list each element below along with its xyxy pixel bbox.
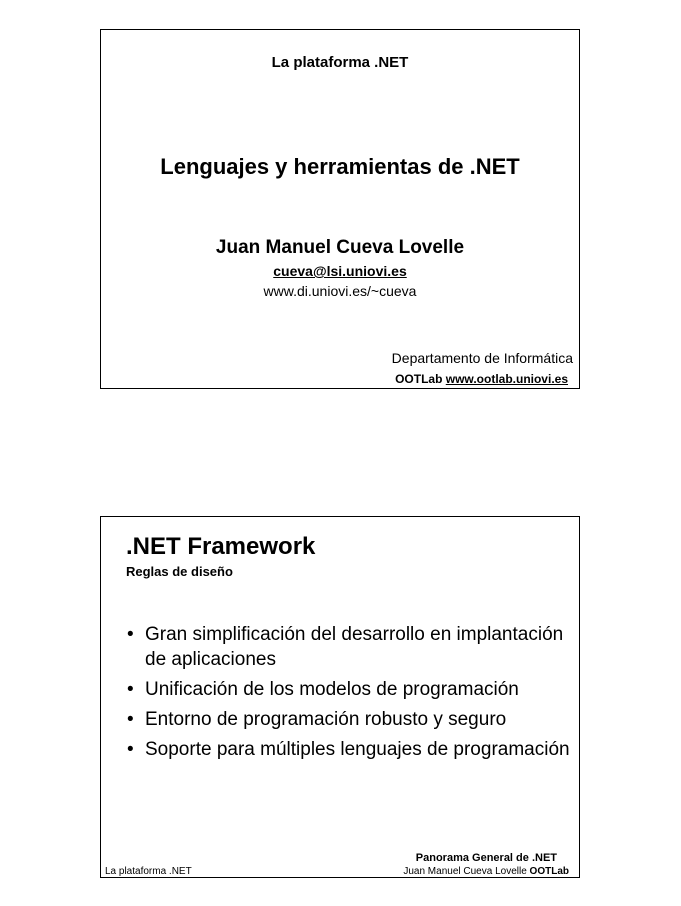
list-item (121, 707, 571, 732)
department-label: Departamento de Informática (391, 350, 573, 366)
footer-left-label: La plataforma .NET (105, 866, 192, 877)
list-item (121, 622, 571, 672)
bullet-list (121, 622, 571, 767)
footer-course-title: Panorama General de .NET (415, 852, 557, 864)
author-email (101, 263, 579, 279)
bullet-icon: • (127, 739, 134, 760)
bullet-icon: • (127, 709, 134, 730)
bullet-text: Entorno de programación robusto y seguro (145, 709, 507, 730)
list-item (121, 677, 571, 702)
list-item (121, 737, 571, 762)
email-link[interactable]: cueva@lsi.uniovi.es (273, 263, 407, 279)
bullet-icon: • (127, 624, 134, 645)
lab-url-link[interactable]: www.ootlab.uniovi.es (445, 372, 568, 386)
slide-subtitle: Reglas de diseño (126, 564, 233, 579)
bullet-text: Unificación de los modelos de programación (145, 679, 519, 700)
slide-header: La plataforma .NET (271, 54, 409, 71)
footer-lab: OOTLab (529, 866, 569, 877)
slide-title: Lenguajes y herramientas de .NET (160, 154, 520, 179)
lab-name: OOTLab (395, 372, 443, 386)
lab-credit (395, 372, 568, 386)
footer-author (403, 866, 569, 877)
author-name: Juan Manuel Cueva Lovelle (215, 237, 465, 258)
author-website: www.di.uniovi.es/~cueva (263, 283, 417, 299)
bullet-icon: • (127, 679, 134, 700)
slide-title: .NET Framework (126, 533, 316, 560)
bullet-text: Soporte para múltiples lenguajes de programación (145, 739, 570, 760)
footer-author-name: Juan Manuel Cueva Lovelle (403, 866, 527, 877)
content-slide (100, 516, 580, 878)
bullet-text: Gran simplificación del desarrollo en implantación de aplicaciones (145, 624, 564, 670)
title-slide (100, 29, 580, 389)
